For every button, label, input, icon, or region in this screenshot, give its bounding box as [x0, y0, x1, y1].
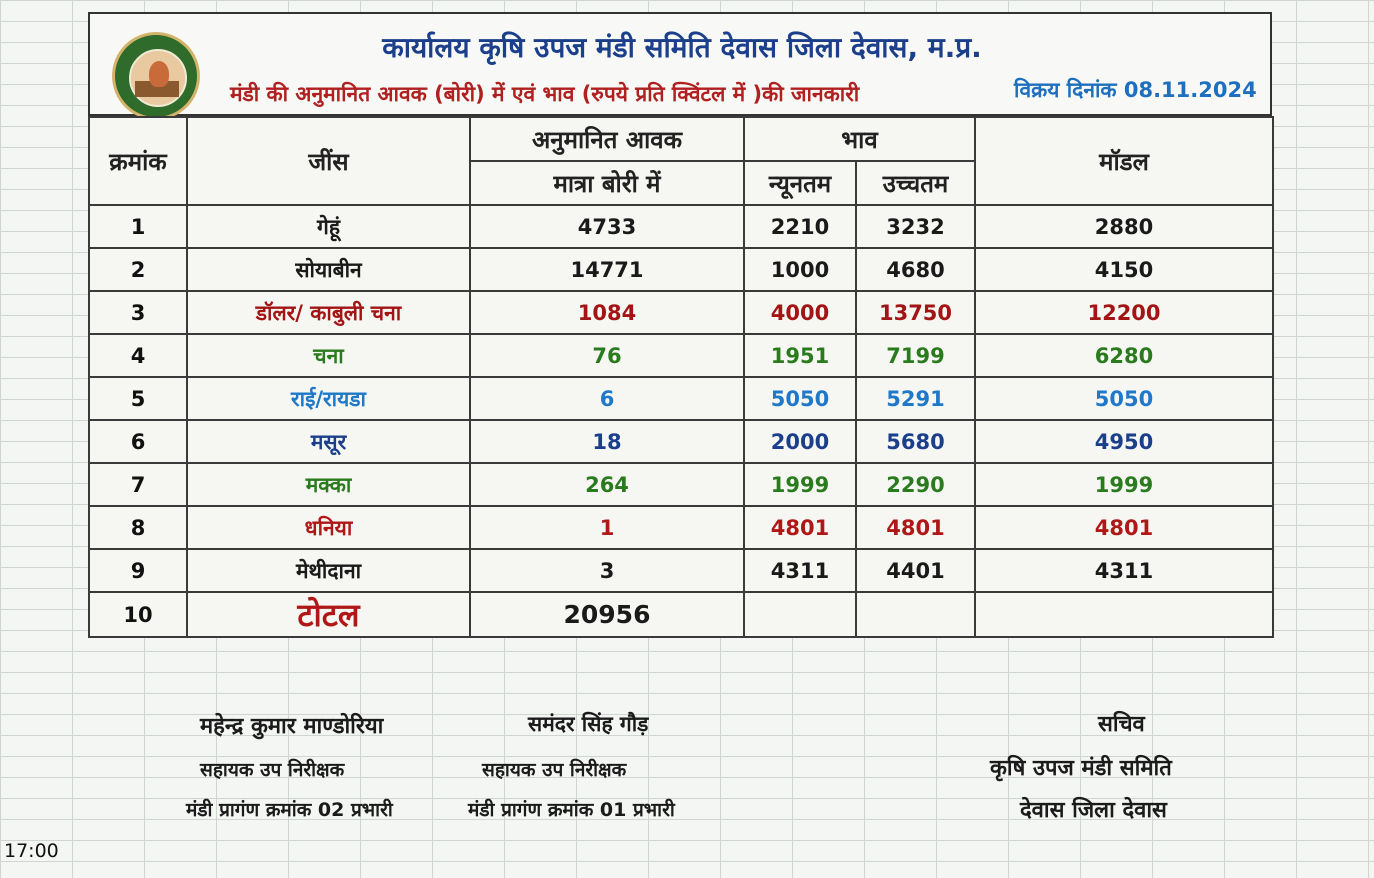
officer2-name: समंदर सिंह गौड़	[528, 712, 649, 736]
cell-modal: 6280	[975, 334, 1273, 377]
cell-min: 2000	[744, 420, 856, 463]
cell-min	[744, 592, 856, 637]
cell-max: 5291	[856, 377, 975, 420]
cell-serial: 10	[89, 592, 187, 637]
officer1-role: सहायक उप निरीक्षक	[200, 759, 345, 781]
secretary-place: देवास जिला देवास	[1020, 798, 1167, 823]
cell-quantity: 18	[470, 420, 744, 463]
report-subtitle: मंडी की अनुमानित आवक (बोरी) में एवं भाव (रुपये प्रति क्विंटल में )की जानकारी	[230, 82, 860, 106]
report-sheet	[88, 12, 1272, 634]
cell-min: 1951	[744, 334, 856, 377]
cell-modal: 4311	[975, 549, 1273, 592]
col-header-max: उच्चतम	[856, 161, 975, 205]
cell-min: 5050	[744, 377, 856, 420]
cell-max: 7199	[856, 334, 975, 377]
officer2-role: सहायक उप निरीक्षक	[482, 759, 627, 781]
cell-modal: 4150	[975, 248, 1273, 291]
cell-min: 4311	[744, 549, 856, 592]
cell-quantity: 4733	[470, 205, 744, 248]
cell-crop: मेथीदाना	[187, 549, 470, 592]
col-header-crop: जींस	[187, 117, 470, 205]
cell-min: 1999	[744, 463, 856, 506]
cell-serial: 1	[89, 205, 187, 248]
cell-serial: 6	[89, 420, 187, 463]
cell-modal: 4950	[975, 420, 1273, 463]
total-quantity: 20956	[470, 592, 744, 637]
secretary-org: कृषि उपज मंडी समिति	[990, 756, 1172, 781]
cell-quantity: 6	[470, 377, 744, 420]
cell-modal: 1999	[975, 463, 1273, 506]
table-row	[89, 334, 1273, 377]
cell-crop: सोयाबीन	[187, 248, 470, 291]
table-row	[89, 291, 1273, 334]
cell-crop: राई/रायडा	[187, 377, 470, 420]
total-label: टोटल	[187, 592, 470, 637]
cell-crop: चना	[187, 334, 470, 377]
table-row	[89, 506, 1273, 549]
table-row	[89, 248, 1273, 291]
table-row	[89, 205, 1273, 248]
cell-max: 5680	[856, 420, 975, 463]
cell-crop: मसूर	[187, 420, 470, 463]
rates-table	[88, 116, 1274, 638]
cell-quantity: 1	[470, 506, 744, 549]
cell-crop: धनिया	[187, 506, 470, 549]
cell-modal: 4801	[975, 506, 1273, 549]
col-header-price: भाव	[744, 117, 975, 161]
cell-max: 4680	[856, 248, 975, 291]
col-header-min: न्यूनतम	[744, 161, 856, 205]
cell-quantity: 76	[470, 334, 744, 377]
cell-max: 4401	[856, 549, 975, 592]
officer1-post: मंडी प्रागंण क्रमांक 02 प्रभारी	[186, 799, 393, 821]
cell-crop: मक्का	[187, 463, 470, 506]
cell-quantity: 1084	[470, 291, 744, 334]
cell-max: 4801	[856, 506, 975, 549]
cell-serial: 8	[89, 506, 187, 549]
cell-modal: 12200	[975, 291, 1273, 334]
cell-modal	[975, 592, 1273, 637]
cell-serial: 2	[89, 248, 187, 291]
secretary-title: सचिव	[1098, 712, 1145, 737]
cell-modal: 5050	[975, 377, 1273, 420]
cell-serial: 3	[89, 291, 187, 334]
report-title: कार्यालय कृषि उपज मंडी समिति देवास जिला देवास, म.प्र.	[382, 31, 982, 64]
cell-max: 13750	[856, 291, 975, 334]
col-header-arrival: अनुमानित आवक	[470, 117, 744, 161]
table-row	[89, 377, 1273, 420]
cell-max: 2290	[856, 463, 975, 506]
cell-min: 4801	[744, 506, 856, 549]
cell-quantity: 3	[470, 549, 744, 592]
cell-max: 3232	[856, 205, 975, 248]
col-header-modal: मॉडल	[975, 117, 1273, 205]
cell-serial: 4	[89, 334, 187, 377]
cell-quantity: 264	[470, 463, 744, 506]
clock-time: 17:00	[4, 840, 59, 862]
cell-serial: 7	[89, 463, 187, 506]
officer1-name: महेन्द्र कुमार माण्डोरिया	[200, 714, 384, 739]
col-header-serial: क्रमांक	[89, 117, 187, 205]
cell-modal: 2880	[975, 205, 1273, 248]
cell-crop: डॉलर/ काबुली चना	[187, 291, 470, 334]
cell-min: 1000	[744, 248, 856, 291]
cell-crop: गेहूं	[187, 205, 470, 248]
table-row	[89, 549, 1273, 592]
cell-max	[856, 592, 975, 637]
report-header	[88, 12, 1272, 116]
cell-serial: 9	[89, 549, 187, 592]
table-row	[89, 463, 1273, 506]
table-row	[89, 420, 1273, 463]
total-row	[89, 592, 1273, 637]
cell-quantity: 14771	[470, 248, 744, 291]
officer2-post: मंडी प्रागंण क्रमांक 01 प्रभारी	[468, 799, 675, 821]
sale-date: विक्रय दिनांक 08.11.2024	[1014, 78, 1257, 102]
cell-min: 4000	[744, 291, 856, 334]
col-header-quantity: मात्रा बोरी में	[470, 161, 744, 205]
cell-serial: 5	[89, 377, 187, 420]
cell-min: 2210	[744, 205, 856, 248]
